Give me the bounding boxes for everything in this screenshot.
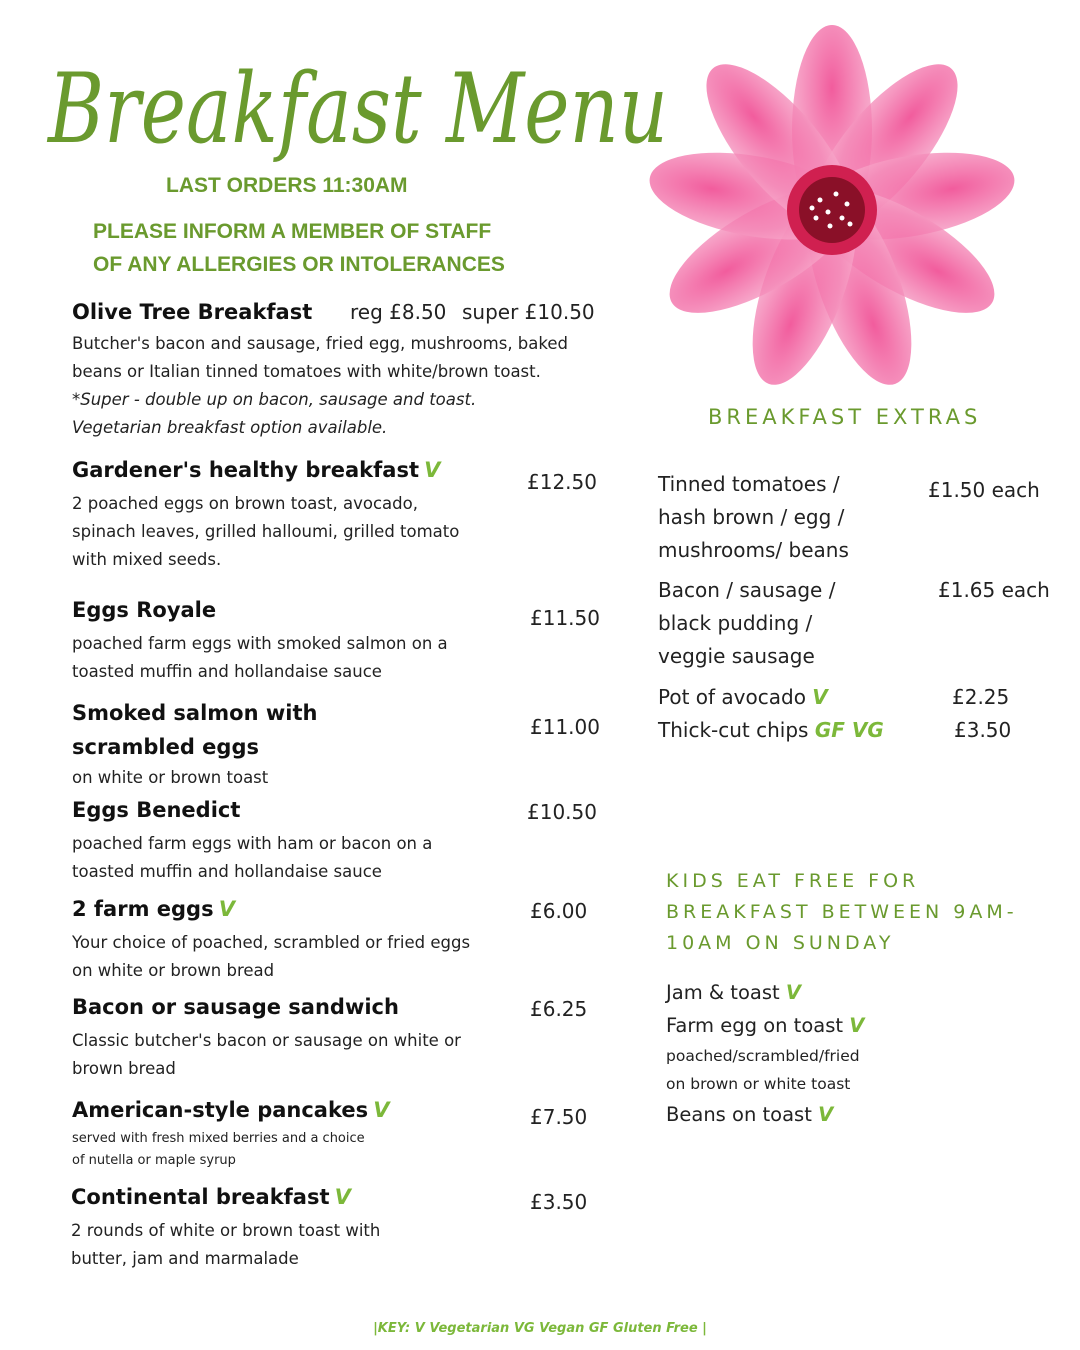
item-desc: poached farm eggs with smoked salmon on a	[72, 634, 448, 653]
last-orders-notice: LAST ORDERS 11:30AM	[166, 174, 408, 197]
item-desc: Your choice of poached, scrambled or fried eggs	[72, 933, 471, 952]
menu-item-pancakes	[72, 1098, 522, 1172]
extras-line: veggie sausage	[658, 644, 815, 668]
item-price: £3.50	[530, 1190, 588, 1214]
extras-line: mushrooms/ beans	[658, 538, 849, 562]
flower-illustration	[660, 48, 1005, 383]
menu-item-gardeners	[72, 458, 532, 574]
item-desc: on white or brown toast	[72, 768, 269, 787]
item-desc: Classic butcher's bacon or sausage on white or	[72, 1031, 461, 1050]
vegetarian-tag: V	[812, 685, 828, 709]
item-price: £6.00	[530, 899, 588, 923]
kids-item-egg	[666, 1009, 1066, 1042]
item-desc: toasted muffin and hollandaise sauce	[72, 862, 382, 881]
extras-line: black pudding /	[658, 611, 813, 635]
item-price: £10.50	[527, 800, 597, 824]
menu-item-olive-tree	[72, 300, 602, 442]
item-desc: 2 poached eggs on brown toast, avocado,	[72, 494, 418, 513]
item-desc: Butcher's bacon and sausage, fried egg, mushrooms, baked	[72, 334, 568, 353]
extras-group-1	[658, 468, 849, 567]
item-name: Olive Tree Breakfast	[72, 300, 313, 324]
extras-chips-label: Thick-cut chips	[658, 718, 809, 742]
allergy-line-2: OF ANY ALLERGIES OR INTOLERANCES	[93, 253, 505, 276]
item-desc: brown bread	[72, 1059, 176, 1078]
vegetarian-tag: V	[849, 1014, 865, 1037]
extras-chips-price: £3.50	[954, 718, 1012, 742]
item-name: American-style pancakes	[72, 1098, 369, 1122]
vegetarian-tag: V	[818, 1103, 834, 1126]
vegetarian-tag: V	[785, 981, 801, 1004]
item-name-line2: scrambled eggs	[72, 735, 259, 759]
menu-title	[40, 22, 680, 192]
item-price: £11.50	[530, 606, 600, 630]
item-note: Vegetarian breakfast option available.	[72, 418, 388, 437]
kids-heading	[666, 866, 1066, 959]
kids-item-label: Farm egg on toast	[666, 1014, 844, 1037]
extras-line: Bacon / sausage /	[658, 578, 836, 602]
item-desc: of nutella or maple syrup	[72, 1153, 236, 1168]
kids-item-desc: poached/scrambled/fried	[666, 1047, 860, 1065]
extras-group-1-price: £1.50 each	[928, 478, 1040, 502]
allergy-notice	[93, 215, 505, 281]
item-price-reg: reg £8.50	[350, 300, 447, 324]
kids-item-jam	[666, 976, 1066, 1009]
item-price: £6.25	[530, 997, 588, 1021]
kids-item-desc: on brown or white toast	[666, 1075, 851, 1093]
item-name: 2 farm eggs	[72, 897, 214, 921]
kids-item-label: Beans on toast	[666, 1103, 812, 1126]
dietary-key: |KEY: V Vegetarian VG Vegan GF Gluten Free |	[373, 1321, 707, 1336]
item-price: £7.50	[530, 1105, 588, 1129]
menu-item-continental	[71, 1185, 521, 1273]
item-price-super: super £10.50	[462, 300, 595, 324]
kids-heading-line: KIDS EAT FREE FOR	[666, 870, 920, 892]
item-name: Continental breakfast	[71, 1185, 330, 1209]
item-price: £11.00	[530, 715, 600, 739]
kids-item-label: Jam & toast	[666, 981, 780, 1004]
menu-item-eggs-benedict	[72, 798, 522, 886]
item-desc: poached farm eggs with ham or bacon on a	[72, 834, 433, 853]
item-desc: on white or brown bread	[72, 961, 275, 980]
item-desc: butter, jam and marmalade	[71, 1249, 299, 1268]
menu-item-farm-eggs	[72, 897, 522, 985]
extras-avocado-price: £2.25	[952, 685, 1010, 709]
extras-avocado	[658, 681, 828, 714]
menu-item-eggs-royale	[72, 598, 522, 686]
item-desc: beans or Italian tinned tomatoes with white/brown toast.	[72, 362, 541, 381]
extras-avocado-label: Pot of avocado	[658, 685, 806, 709]
item-name: Eggs Royale	[72, 598, 217, 622]
vegetarian-tag: V	[373, 1098, 390, 1122]
item-desc: served with fresh mixed berries and a choice	[72, 1131, 365, 1146]
extras-heading: BREAKFAST EXTRAS	[708, 405, 982, 429]
kids-heading-line: 10AM ON SUNDAY	[666, 932, 895, 954]
item-note: *Super - double up on bacon, sausage and toast.	[72, 390, 477, 409]
extras-line: hash brown / egg /	[658, 505, 845, 529]
item-desc: spinach leaves, grilled halloumi, grilled tomato	[72, 522, 460, 541]
kids-menu	[666, 976, 1066, 1131]
extras-chips	[658, 714, 884, 747]
item-desc: toasted muffin and hollandaise sauce	[72, 662, 382, 681]
vegetarian-tag: V	[424, 458, 441, 482]
item-name: Smoked salmon with	[72, 701, 318, 725]
gf-vg-tag: GF VG	[814, 718, 884, 742]
menu-item-smoked-salmon	[72, 696, 522, 792]
item-name: Eggs Benedict	[72, 798, 241, 822]
extras-group-2-price: £1.65 each	[938, 578, 1050, 602]
item-desc: with mixed seeds.	[72, 550, 222, 569]
vegetarian-tag: V	[334, 1185, 351, 1209]
item-price: £12.50	[527, 470, 597, 494]
item-name: Bacon or sausage sandwich	[72, 995, 399, 1019]
kids-item-beans	[666, 1098, 1066, 1131]
item-name: Gardener's healthy breakfast	[72, 458, 419, 482]
svg-text:Breakfast Menu: Breakfast Menu	[46, 53, 668, 165]
vegetarian-tag: V	[218, 897, 235, 921]
extras-line: Tinned tomatoes /	[658, 472, 840, 496]
item-desc: 2 rounds of white or brown toast with	[71, 1221, 381, 1240]
menu-item-bacon-sandwich	[72, 995, 522, 1083]
kids-heading-line: BREAKFAST BETWEEN 9AM-	[666, 901, 1018, 923]
extras-group-2	[658, 574, 835, 673]
allergy-line-1: PLEASE INFORM A MEMBER OF STAFF	[93, 220, 492, 243]
